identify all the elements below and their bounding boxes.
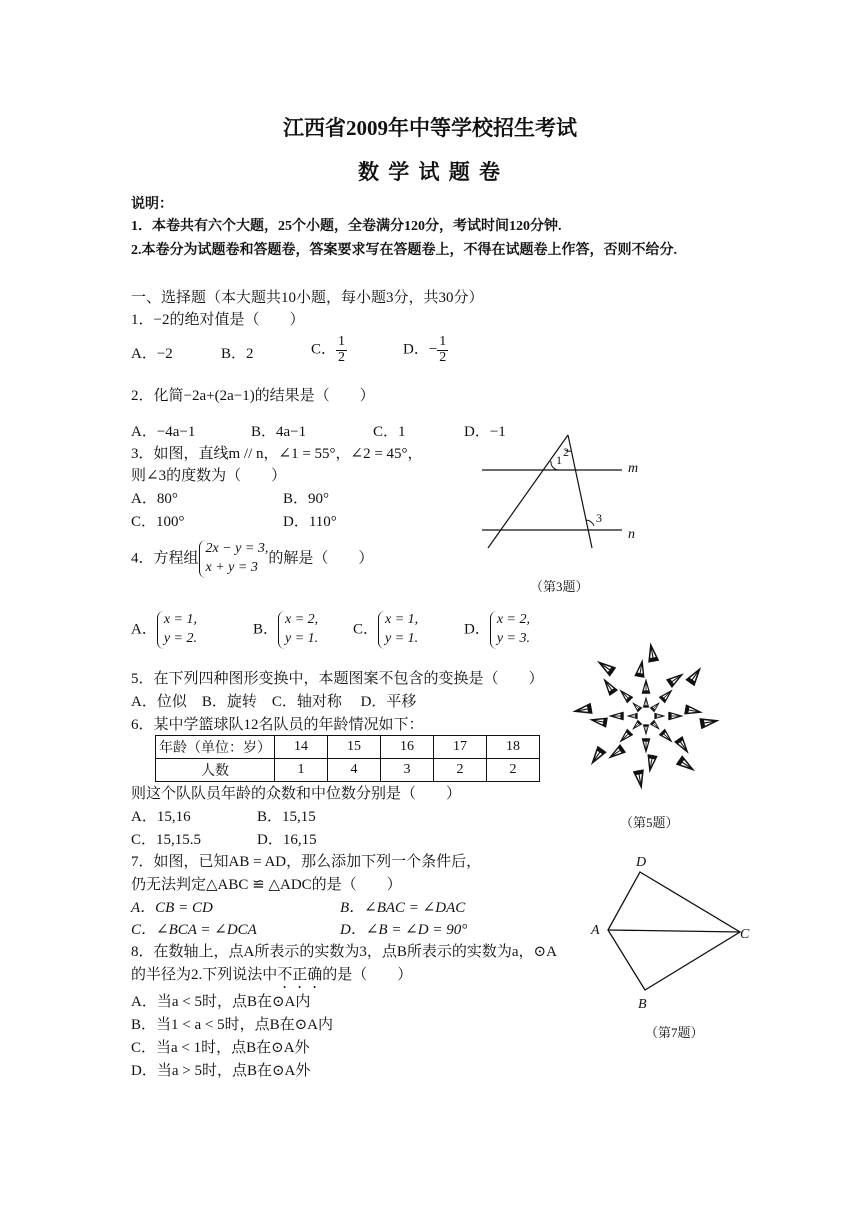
segment-ac	[608, 930, 740, 932]
table-cell: 17	[434, 736, 487, 759]
q7-figure	[590, 860, 750, 1010]
q3-label-m: m	[628, 461, 639, 476]
q3-label-1: 1	[556, 453, 562, 467]
q1-option-d-label: D．−	[403, 341, 438, 358]
q4-option-c-label: C．	[353, 621, 379, 638]
q1-option-c-fraction	[336, 335, 347, 365]
q1-option-c-numerator: 1	[338, 334, 346, 349]
q6-option-a: A．15,16	[131, 809, 191, 825]
q4-option-b-label: B．	[253, 621, 279, 638]
q7-label-a: A	[591, 923, 600, 938]
table-cell: 年龄（单位：岁）	[156, 736, 275, 759]
section-heading: 一、选择题（本大题共10小题，每小题3分，共30分）	[131, 290, 484, 306]
q5-figure	[570, 640, 720, 800]
q7-label-c: C	[740, 927, 750, 942]
q3-label-3: 3	[596, 511, 602, 525]
q3-figure	[470, 430, 650, 560]
q8-stem-2-pre: 的半径为2.下列说法中	[131, 967, 278, 983]
q3-option-d: D．110°	[283, 514, 337, 530]
q4-option-b-eq1: x = 2,	[285, 612, 319, 627]
q3-stem-2: 则∠3的度数为（ ）	[131, 468, 287, 484]
transversal-left	[488, 435, 568, 548]
q7-stem-2: 仍无法判定△ABC ≌ △ADC的是（ ）	[131, 877, 402, 893]
q6-option-d: D．16,15	[257, 832, 317, 848]
q4-option-c-eq1: x = 1,	[385, 612, 419, 627]
table-cell: 14	[275, 736, 328, 759]
q1-stem: 1．−2的绝对值是（ ）	[131, 312, 305, 328]
q1-option-b: B．2	[221, 346, 254, 362]
q4-stem-suffix: 的解是（ ）	[268, 550, 374, 567]
q5-rosette	[571, 641, 720, 790]
table-cell: 16	[381, 736, 434, 759]
exam-subtitle: 数 学 试 题 卷	[358, 160, 502, 184]
q4-option-d	[464, 611, 530, 649]
q1-option-d-numerator: 1	[439, 334, 447, 349]
notes-heading: 说明：	[131, 197, 173, 212]
q4-option-b-system	[278, 611, 318, 649]
q4-option-a-eq2: y = 2.	[163, 630, 198, 646]
q4-stem	[131, 540, 373, 578]
q4-option-d-eq2: y = 3.	[496, 630, 531, 646]
q3-label-2: 2	[563, 445, 569, 459]
q7-figure-caption: （第7题）	[645, 1025, 704, 1040]
q6-option-b: B．15,15	[257, 809, 316, 825]
exam-title: 江西省2009年中等学校招生考试	[283, 116, 577, 140]
q6-stem: 6．某中学篮球队12名队员的年龄情况如下：	[131, 717, 424, 733]
q7-option-b: B．∠BAC = ∠DAC	[340, 900, 466, 916]
table-cell: 3	[381, 759, 434, 782]
q3-stem-1: 3．如图，直线m // n，∠1 = 55°，∠2 = 45°，	[131, 446, 423, 462]
q5-figure-caption: （第5题）	[620, 815, 679, 830]
q4-option-a-system	[157, 611, 197, 649]
table-cell: 人数	[156, 759, 275, 782]
q6-question: 则这个队队员年龄的众数和中位数分别是（ ）	[131, 786, 462, 802]
q7-option-d: D．∠B = ∠D = 90°	[340, 922, 468, 938]
q4-option-b-eq2: y = 1.	[285, 630, 319, 646]
q3-figure-caption: （第3题）	[530, 579, 589, 594]
q5-options: A．位似 B．旋转 C．轴对称 D．平移	[131, 694, 417, 710]
q3-option-a: A．80°	[131, 491, 178, 507]
q1-option-d-denominator: 2	[439, 349, 447, 365]
q8-option-c: C．当a < 1时，点B在⊙A外	[131, 1040, 310, 1056]
q8-stem-2	[131, 966, 412, 992]
q4-option-d-system	[490, 611, 530, 649]
q5-stem: 5．在下列四种图形变换中，本题图案不包含的变换是（ ）	[131, 671, 544, 687]
q1-option-d	[403, 335, 448, 365]
q2-option-c: C．1	[373, 424, 406, 440]
q4-stem-prefix: 4．方程组	[131, 550, 199, 567]
table-cell: 1	[275, 759, 328, 782]
q4-option-d-eq1: x = 2,	[496, 612, 531, 627]
table-row	[156, 736, 540, 759]
q3-option-b: B．90°	[283, 491, 330, 507]
q8-option-b: B．当1 < a < 5时，点B在⊙A内	[131, 1017, 333, 1033]
q8-option-a: A．当a < 5时，点B在⊙A内	[131, 994, 311, 1010]
q4-option-a-eq1: x = 1,	[163, 612, 198, 627]
q4-option-d-label: D．	[464, 621, 490, 638]
q3-label-n: n	[628, 527, 635, 542]
q8-stem-1: 8．在数轴上，点A所表示的实数为3，点B所表示的实数为a，⊙A	[131, 944, 557, 960]
q6-age-table	[155, 735, 540, 782]
notes-line-2: 2.本卷分为试题卷和答题卷，答案要求写在答题卷上，不得在试题卷上作答，否则不给分.	[131, 243, 677, 258]
q1-option-c	[311, 335, 347, 365]
q6-option-c: C．15,15.5	[131, 832, 202, 848]
q4-option-a-label: A．	[131, 621, 157, 638]
q4-equation-1: 2x − y = 3,	[205, 541, 269, 556]
transversal-right	[568, 435, 592, 548]
table-cell: 15	[328, 736, 381, 759]
q7-stem-1: 7．如图，已知AB = AD，那么添加下列一个条件后，	[131, 854, 482, 870]
q1-option-d-fraction	[437, 335, 448, 365]
q4-option-c-system	[378, 611, 418, 649]
q2-option-b: B．4a−1	[251, 424, 307, 440]
q2-option-d: D．−1	[464, 424, 506, 440]
table-cell: 2	[487, 759, 540, 782]
q4-option-a	[131, 611, 197, 649]
q4-option-b	[253, 611, 318, 649]
q4-option-c	[353, 611, 418, 649]
table-row	[156, 759, 540, 782]
table-cell: 2	[434, 759, 487, 782]
q7-label-d: D	[636, 855, 647, 870]
q4-option-c-eq2: y = 1.	[385, 630, 419, 646]
q8-option-d: D．当a > 5时，点B在⊙A外	[131, 1063, 311, 1079]
table-cell: 4	[328, 759, 381, 782]
q1-option-c-label: C．	[311, 341, 337, 358]
q4-system	[199, 540, 269, 578]
q4-equation-2: x + y = 3	[205, 559, 258, 575]
q1-option-a: A．−2	[131, 346, 173, 362]
q7-option-c: C．∠BCA = ∠DCA	[131, 922, 257, 938]
q8-emphasis: 不正确	[277, 967, 323, 983]
q7-option-a: A．CB = CD	[131, 900, 213, 916]
q3-option-c: C．100°	[131, 514, 185, 530]
table-cell: 18	[487, 736, 540, 759]
notes-line-1: 1．本卷共有六个大题，25个小题，全卷满分120分，考试时间120分钟.	[131, 219, 562, 234]
q2-stem: 2．化简−2a+(2a−1)的结果是（ ）	[131, 388, 375, 404]
q2-option-a: A．−4a−1	[131, 424, 196, 440]
q1-option-c-denominator: 2	[338, 349, 346, 365]
q7-label-b: B	[638, 997, 647, 1012]
q8-stem-2-post: 的是（ ）	[322, 967, 413, 983]
